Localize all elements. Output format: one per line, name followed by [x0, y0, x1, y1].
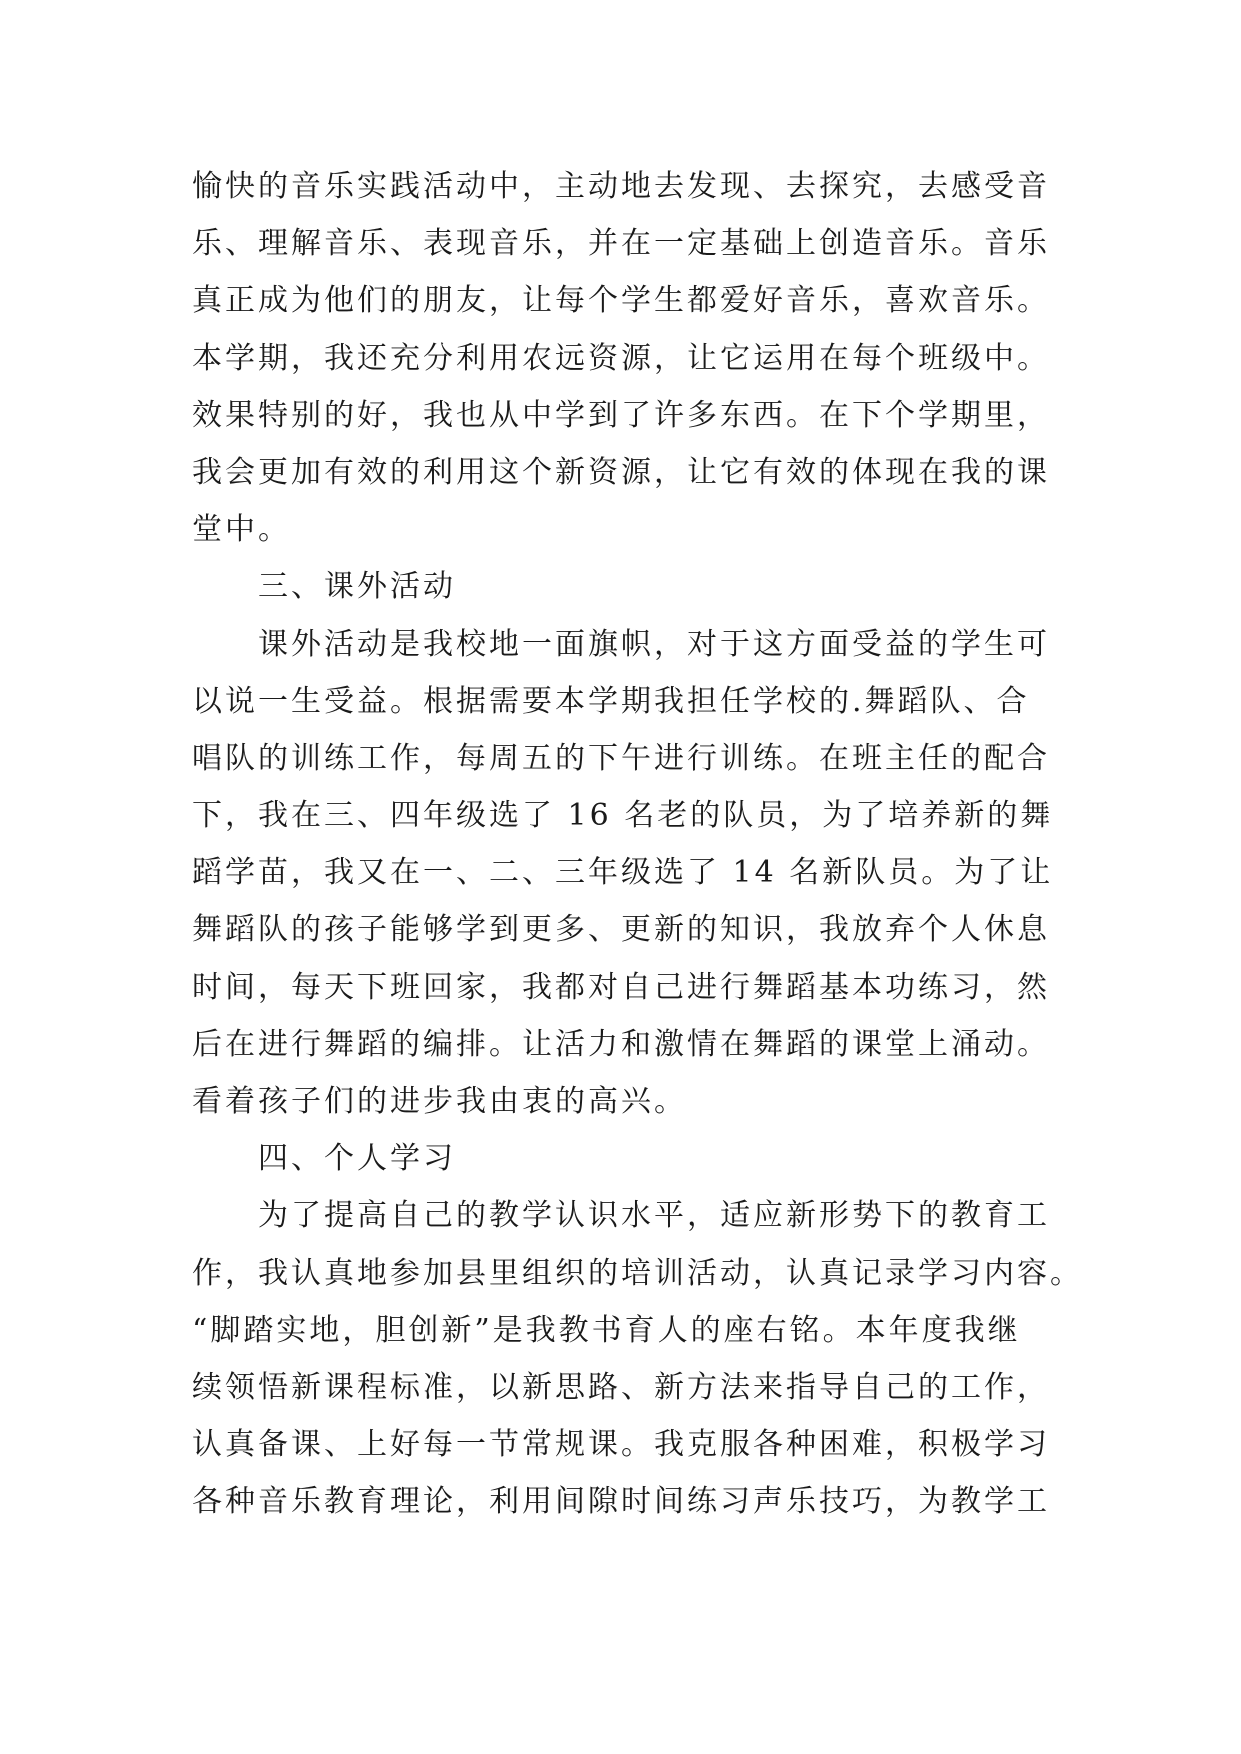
text-line: 认真备课、上好每一节常规课。我克服各种困难，积极学习	[192, 1427, 1050, 1463]
text-line: 真正成为他们的朋友，让每个学生都爱好音乐，喜欢音乐。	[192, 283, 1050, 319]
text-line: 舞蹈队的孩子能够学到更多、更新的知识，我放弃个人休息	[192, 912, 1050, 948]
text-line: 各种音乐教育理论，利用间隙时间练习声乐技巧，为教学工	[192, 1484, 1050, 1520]
text-line: 课外活动是我校地一面旗帜，对于这方面受益的学生可	[258, 626, 1050, 662]
text-line: 三、课外活动	[258, 569, 456, 605]
text-line: 时间，每天下班回家，我都对自己进行舞蹈基本功练习，然	[192, 969, 1050, 1005]
text-line: 堂中。	[192, 512, 291, 548]
text-line: 愉快的音乐实践活动中，主动地去发现、去探究，去感受音	[192, 169, 1050, 204]
text-line: 作，我认真地参加县里组织的培训活动，认真记录学习内容。	[192, 1255, 1083, 1291]
document-body	[192, 158, 1083, 1531]
text-line: 以说一生受益。根据需要本学期我担任学校的.舞蹈队、合	[192, 683, 1030, 719]
text-line: 唱队的训练工作，每周五的下午进行训练。在班主任的配合	[192, 740, 1050, 776]
text-line: 后在进行舞蹈的编排。让活力和激情在舞蹈的课堂上涌动。	[192, 1026, 1050, 1062]
text-line: 看着孩子们的进步我由衷的高兴。	[192, 1084, 687, 1119]
text-line: 效果特别的好，我也从中学到了许多东西。在下个学期里，	[192, 397, 1050, 433]
text-line: 乐、理解音乐、表现音乐，并在一定基础上创造音乐。音乐	[192, 226, 1050, 262]
text-line: 下，我在三、四年级选了 16 名老的队员，为了培养新的舞	[192, 798, 1054, 834]
text-line: 为了提高自己的教学认识水平，适应新形势下的教育工	[258, 1198, 1050, 1234]
text-line: 本学期，我还充分利用农远资源，让它运用在每个班级中。	[192, 340, 1050, 376]
text-line: 四、个人学习	[258, 1141, 456, 1177]
text-line: 续领悟新课程标准，以新思路、新方法来指导自己的工作，	[192, 1369, 1050, 1405]
text-line: 蹈学苗，我又在一、二、三年级选了 14 名新队员。为了让	[192, 855, 1054, 891]
text-line: “脚踏实地，胆创新”是我教书育人的座右铭。本年度我继	[192, 1312, 1021, 1348]
text-line: 我会更加有效的利用这个新资源，让它有效的体现在我的课	[192, 454, 1050, 490]
